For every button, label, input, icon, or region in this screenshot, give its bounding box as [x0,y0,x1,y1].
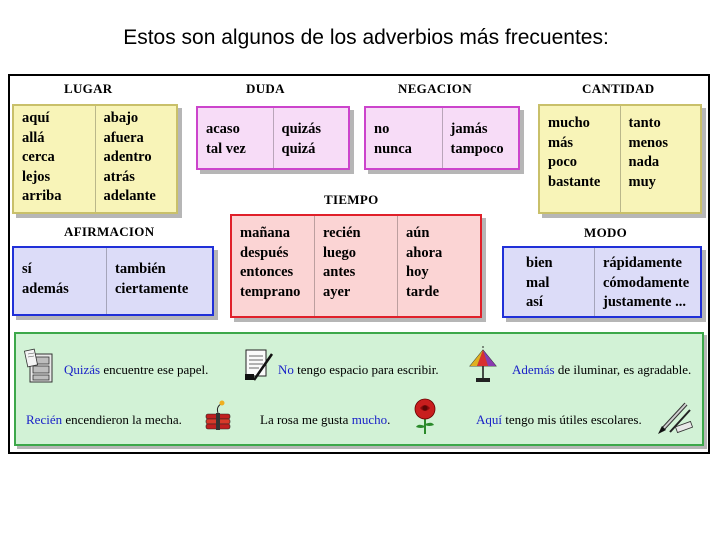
adverb-word: jamás [450,121,488,137]
category-title-negacion: NEGACION [398,81,472,96]
example-text: de iluminar, es agradable. [554,362,692,377]
example-text: encuentre ese papel. [100,362,209,377]
word-column [14,248,106,314]
adverb-word: hoy [406,264,429,280]
adverb-word: mal [526,274,550,291]
adverb-word: además [22,280,69,297]
adverb-word: ahora [406,244,443,261]
example-sentence-2 [278,362,439,378]
word-column [540,106,620,212]
word-column [273,108,349,168]
adverb-word: menos [628,134,668,151]
word-column [594,248,700,316]
category-title-afirmacion: AFIRMACION [64,224,155,239]
example-sentence-1 [64,362,208,378]
example-keyword: Quizás [64,362,101,377]
filing-cabinet-icon [24,348,58,384]
adverb-word: tarde [406,283,440,300]
example-sentence-3 [512,362,691,378]
rose-icon [410,396,440,436]
adverb-word: nada [628,154,660,170]
example-sentence-5 [260,412,390,428]
category-title-duda: DUDA [246,81,285,96]
category-title-cantidad: CANTIDAD [582,81,655,96]
adverb-word: arriba [22,188,62,204]
adverb-word: adentro [103,149,152,165]
dynamite-icon [202,400,236,432]
box-duda [196,106,350,170]
adverb-word: luego [323,244,357,261]
word-column [504,248,594,316]
word-column [232,216,314,316]
adverb-word: así [526,294,543,310]
adverb-word: después [240,244,289,261]
box-negacion [364,106,520,170]
category-title-tiempo: TIEMPO [324,192,379,207]
adverb-word: temprano [240,283,301,300]
category-title-lugar: LUGAR [64,81,113,96]
adverb-word: abajo [103,110,139,126]
box-tiempo [230,214,482,318]
adverb-word: más [548,134,573,151]
word-column [397,216,480,316]
adverb-word: poco [548,154,577,170]
example-text: encendieron la mecha. [62,412,182,427]
example-sentence-4 [26,412,182,428]
adverbs-poster [8,74,710,454]
example-text: tengo espacio para escribir. [293,362,439,377]
adverb-word: sí [22,261,32,277]
adverb-word: mañana [240,225,290,241]
adverb-word: bastante [548,173,601,190]
example-text: . [387,412,391,427]
example-keyword: Aquí [476,412,502,427]
lamp-icon [466,346,500,384]
word-column [314,216,397,316]
adverb-word: tal vez [206,140,246,157]
box-modo [502,246,702,318]
adverb-word: nunca [374,140,412,157]
word-column [366,108,442,168]
adverb-word: tampoco [450,140,504,157]
word-column [95,106,177,212]
adverb-word: mucho [548,115,590,131]
adverb-word: atrás [103,168,135,185]
category-title-modo: MODO [584,225,628,240]
example-keyword: Recién [26,412,63,427]
adverb-word: cómodamente [603,274,690,291]
adverb-word: no [374,121,390,137]
adverb-word: lejos [22,168,51,185]
example-text: La rosa me gusta [260,412,352,427]
adverb-word: aún [406,225,430,241]
example-sentence-6 [476,412,642,428]
box-afirmacion [12,246,214,316]
adverb-word: ciertamente [115,280,189,297]
adverb-word: allá [22,129,45,146]
example-text: tengo mis útiles escolares. [502,412,642,427]
examples-panel [14,332,704,446]
adverb-word: acaso [206,121,240,137]
word-column [620,106,701,212]
adverb-word: quizá [281,140,316,157]
adverb-word: tanto [628,115,661,131]
adverb-word: antes [323,264,356,280]
adverb-word: quizás [281,121,321,137]
word-column [442,108,519,168]
word-column [198,108,273,168]
adverb-word: muy [628,173,656,190]
pen-tools-icon [656,396,696,436]
notepad-pen-icon [242,346,274,382]
adverb-word: adelante [103,188,156,204]
word-column [14,106,95,212]
adverb-word: aquí [22,110,50,126]
adverb-word: también [115,261,166,277]
adverb-word: bien [526,255,553,271]
word-column [106,248,212,314]
box-cantidad [538,104,702,214]
adverb-word: ayer [323,283,351,300]
adverb-word: justamente ... [603,294,686,310]
page-title: Estos son algunos de los adverbios más frecuentes: [123,26,609,49]
adverb-word: entonces [240,264,294,280]
adverb-word: recién [323,225,361,241]
adverb-word: rápidamente [603,255,682,271]
example-keyword: mucho [351,412,388,427]
adverb-word: afuera [103,129,144,146]
example-keyword: No [278,362,294,377]
box-lugar [12,104,178,214]
example-keyword: Además [512,362,555,377]
adverb-word: cerca [22,149,55,165]
